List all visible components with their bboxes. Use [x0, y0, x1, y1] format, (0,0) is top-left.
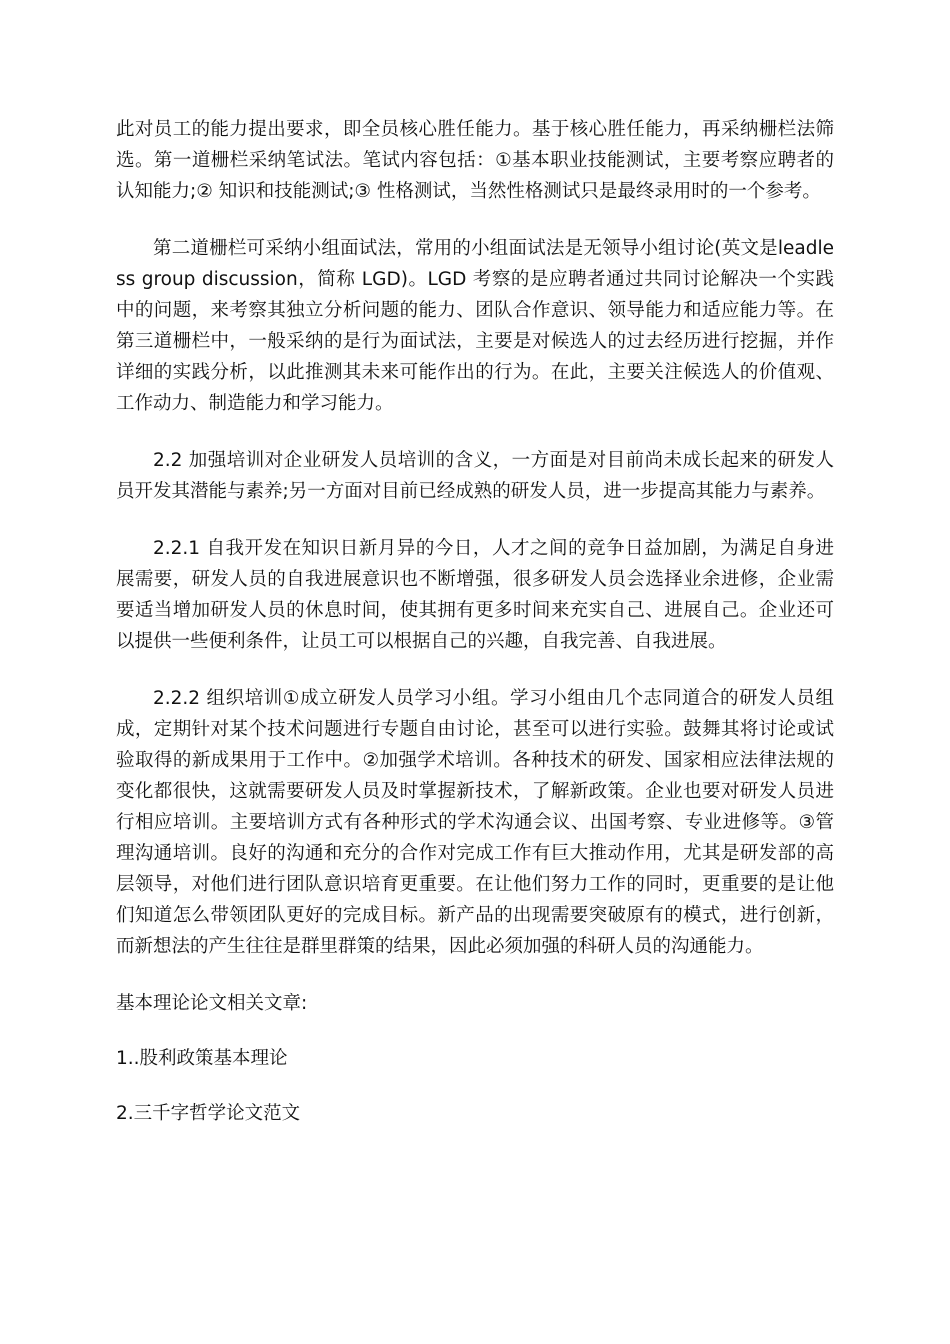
related-articles-list [116, 1043, 834, 1129]
related-article-item[interactable] [116, 1043, 834, 1074]
paragraph-screening-intro: 此对员工的能力提出要求，即全员核心胜任能力。基于核心胜任能力，再采纳栅栏法筛选。第一道栅栏采纳笔试法。笔试内容包括：①基本职业技能测试，主要考察应聘者的认知能力;② 知识和技能测试;③ 性格测试，当然性格测试只是最终录用时的一个参考。 [116, 119, 834, 202]
paragraph-training-2-2: 2.2 加强培训对企业研发人员培训的含义，一方面是对目前尚未成长起来的研发人员开发其潜能与素养;另一方面对目前已经成熟的研发人员，进一步提高其能力与素养。 [116, 450, 834, 502]
related-article-link[interactable]: 1..股利政策基本理论 [116, 1048, 288, 1069]
related-article-link[interactable]: 2.三千字哲学论文范文 [116, 1103, 301, 1124]
related-article-item[interactable] [116, 1098, 834, 1129]
related-articles-heading: 基本理论论文相关文章: [116, 993, 308, 1014]
paragraph-group-interview: 第二道栅栏可采纳小组面试法，常用的小组面试法是无领导小组讨论(英文是leadless group discussion，简称 LGD)。LGD 考察的是应聘者通过共同讨论解决一个实践中的问题，来考察其独立分析问题的能力、团队合作意识、领导能力和适应能力等。在第三道栅栏中，一般采纳的是行为面试法，主要是对候选人的过去经历进行挖掘，并作详细的实践分析，以此推测其未来可能作出的行为。在此，主要关注候选人的价值观、工作动力、制造能力和学习能力。 [116, 238, 834, 414]
paragraph-self-development-2-2-1: 2.2.1 自我开发在知识日新月异的今日，人才之间的竞争日益加剧，为满足自身进展需要，研发人员的自我进展意识也不断增强，很多研发人员会选择业余进修，企业需要适当增加研发人员的休息时间，使其拥有更多时间来充实自己、进展自己。企业还可以提供一些便利条件，让员工可以根据自己的兴趣，自我完善、自我进展。 [116, 538, 834, 652]
paragraph-organized-training-2-2-2: 2.2.2 组织培训①成立研发人员学习小组。学习小组由几个志同道合的研发人员组成，定期针对某个技术问题进行专题自由讨论，甚至可以进行实验。鼓舞其将讨论或试验取得的新成果用于工作中。②加强学术培训。各种技术的研发、国家相应法律法规的变化都很快，这就需要研发人员及时掌握新技术，了解新政策。企业也要对研发人员进行相应培训。主要培训方式有各种形式的学术沟通会议、出国考察、专业进修等。③管理沟通培训。良好的沟通和充分的合作对完成工作有巨大推动作用，尤其是研发部的高层领导，对他们进行团队意识培育更重要。在让他们努力工作的同时，更重要的是让他们知道怎么带领团队更好的完成目标。新产品的出现需要突破原有的模式，进行创新，而新想法的产生往往是群里群策的结果，因此必须加强的科研人员的沟通能力。 [116, 688, 834, 957]
document-page [116, 108, 834, 1153]
